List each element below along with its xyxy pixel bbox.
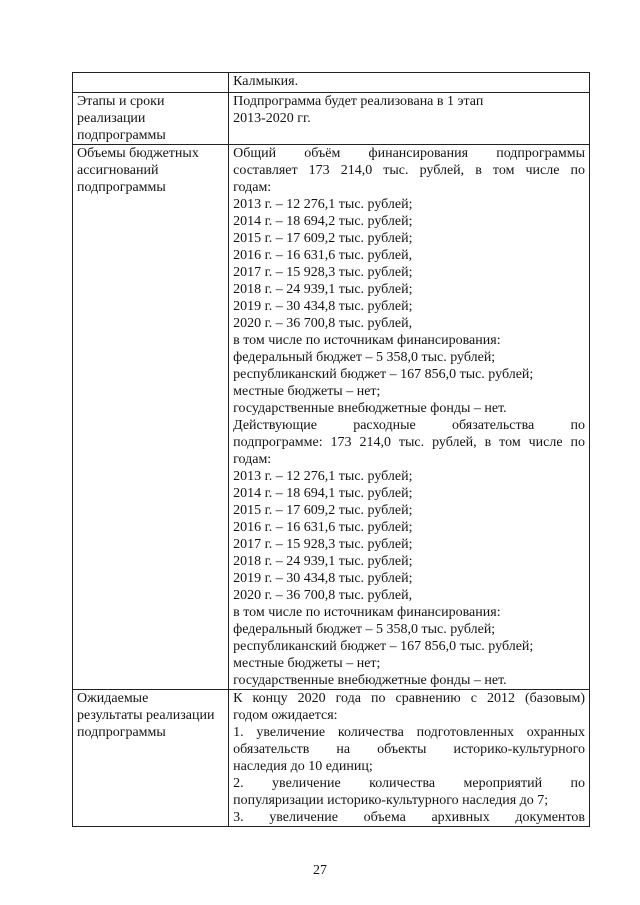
budget-source-line: республиканский бюджет – 167 856,0 тыс. рублей;	[233, 367, 534, 382]
budget-intro-line: годам:	[233, 180, 272, 195]
budget-year-line: 2017 г. – 15 928,3 тыс. рублей;	[233, 265, 413, 280]
stages-label-line: Этапы и сроки	[77, 94, 165, 109]
results-label-line: подпрограммы	[77, 725, 166, 740]
obligations-year-line: 2019 г. – 30 434,8 тыс. рублей;	[233, 571, 413, 586]
stages-label-line: реализации	[77, 111, 146, 126]
page-number: 27	[313, 863, 327, 878]
budget-source-line: в том числе по источникам финансирования:	[233, 333, 501, 348]
results-item-line: наследия до 10 единиц;	[233, 759, 373, 774]
budget-source-line: местные бюджеты – нет;	[233, 384, 381, 399]
table-row-budget	[73, 145, 590, 690]
budget-year-line: 2013 г. – 12 276,1 тыс. рублей;	[233, 197, 413, 212]
stages-value-line: 2013-2020 гг.	[233, 111, 311, 126]
obligations-source-line: федеральный бюджет – 5 358,0 тыс. рублей;	[233, 622, 496, 637]
results-item-line: 2. увеличение количества мероприятий по	[233, 776, 585, 791]
stages-label-cell	[73, 93, 229, 145]
table-row-results	[73, 690, 590, 827]
budget-source-line: федеральный бюджет – 5 358,0 тыс. рублей;	[233, 350, 496, 365]
obligations-source-line: местные бюджеты – нет;	[233, 656, 381, 671]
obligations-year-line: 2016 г. – 16 631,6 тыс. рублей;	[233, 520, 413, 535]
continuation-text: Калмыкия.	[233, 74, 299, 89]
obligations-year-line: 2015 г. – 17 609,2 тыс. рублей;	[233, 503, 413, 518]
budget-value-cell	[229, 145, 590, 690]
table-row-continuation	[73, 73, 590, 93]
results-intro-line: годом ожидается:	[233, 708, 338, 723]
obligations-year-line: 2013 г. – 12 276,1 тыс. рублей;	[233, 469, 413, 484]
budget-intro-line: составляет 173 214,0 тыс. рублей, в том числе по	[233, 163, 585, 178]
budget-source-line: государственные внебюджетные фонды – нет.	[233, 401, 507, 416]
budget-intro-line: Общий объём финансирования подпрограммы	[233, 146, 585, 161]
results-label-cell	[73, 690, 229, 827]
budget-label-line: подпрограммы	[77, 180, 166, 195]
obligations-year-line: 2017 г. – 15 928,3 тыс. рублей;	[233, 537, 413, 552]
budget-year-line: 2014 г. – 18 694,2 тыс. рублей;	[233, 214, 413, 229]
obligations-source-line: государственные внебюджетные фонды – нет.	[233, 673, 507, 688]
results-item-line: популяризации историко-культурного наследия до 7;	[233, 793, 549, 808]
results-label-line: результаты реализации	[77, 708, 215, 723]
budget-year-line: 2016 г. – 16 631,6 тыс. рублей,	[233, 248, 413, 263]
obligations-line: годам:	[233, 452, 272, 467]
budget-label-line: ассигнований	[77, 163, 159, 178]
obligations-source-line: республиканский бюджет – 167 856,0 тыс. рублей;	[233, 639, 534, 654]
results-item-line: 1. увеличение количества подготовленных охранных	[233, 725, 585, 740]
results-item-line: обязательств на объекты историко-культурного	[233, 742, 585, 757]
results-intro-line: К концу 2020 года по сравнению с 2012 (базовым)	[233, 691, 585, 706]
obligations-source-line: в том числе по источникам финансирования:	[233, 605, 501, 620]
budget-label-cell	[73, 145, 229, 690]
results-value-cell	[229, 690, 590, 827]
results-item-line: 3. увеличение объема архивных документов	[233, 810, 585, 825]
obligations-year-line: 2014 г. – 18 694,1 тыс. рублей;	[233, 486, 413, 501]
obligations-line: подпрограмме: 173 214,0 тыс. рублей, в том числе по	[233, 435, 585, 450]
passport-table	[72, 72, 590, 827]
obligations-year-line: 2020 г. – 36 700,8 тыс. рублей,	[233, 588, 413, 603]
budget-year-line: 2015 г. – 17 609,2 тыс. рублей;	[233, 231, 413, 246]
stages-label-line: подпрограммы	[77, 128, 166, 143]
results-label-line: Ожидаемые	[77, 691, 149, 706]
obligations-line: Действующие расходные обязательства по	[233, 418, 585, 433]
cell-empty	[73, 73, 229, 93]
cell-continuation	[229, 73, 590, 93]
budget-year-line: 2020 г. – 36 700,8 тыс. рублей,	[233, 316, 413, 331]
budget-year-line: 2018 г. – 24 939,1 тыс. рублей;	[233, 282, 413, 297]
stages-value-line: Подпрограмма будет реализована в 1 этап	[233, 94, 484, 109]
budget-year-line: 2019 г. – 30 434,8 тыс. рублей;	[233, 299, 413, 314]
table-row-stages	[73, 93, 590, 145]
obligations-year-line: 2018 г. – 24 939,1 тыс. рублей;	[233, 554, 413, 569]
budget-label-line: Объемы бюджетных	[77, 146, 199, 161]
stages-value-cell	[229, 93, 590, 145]
